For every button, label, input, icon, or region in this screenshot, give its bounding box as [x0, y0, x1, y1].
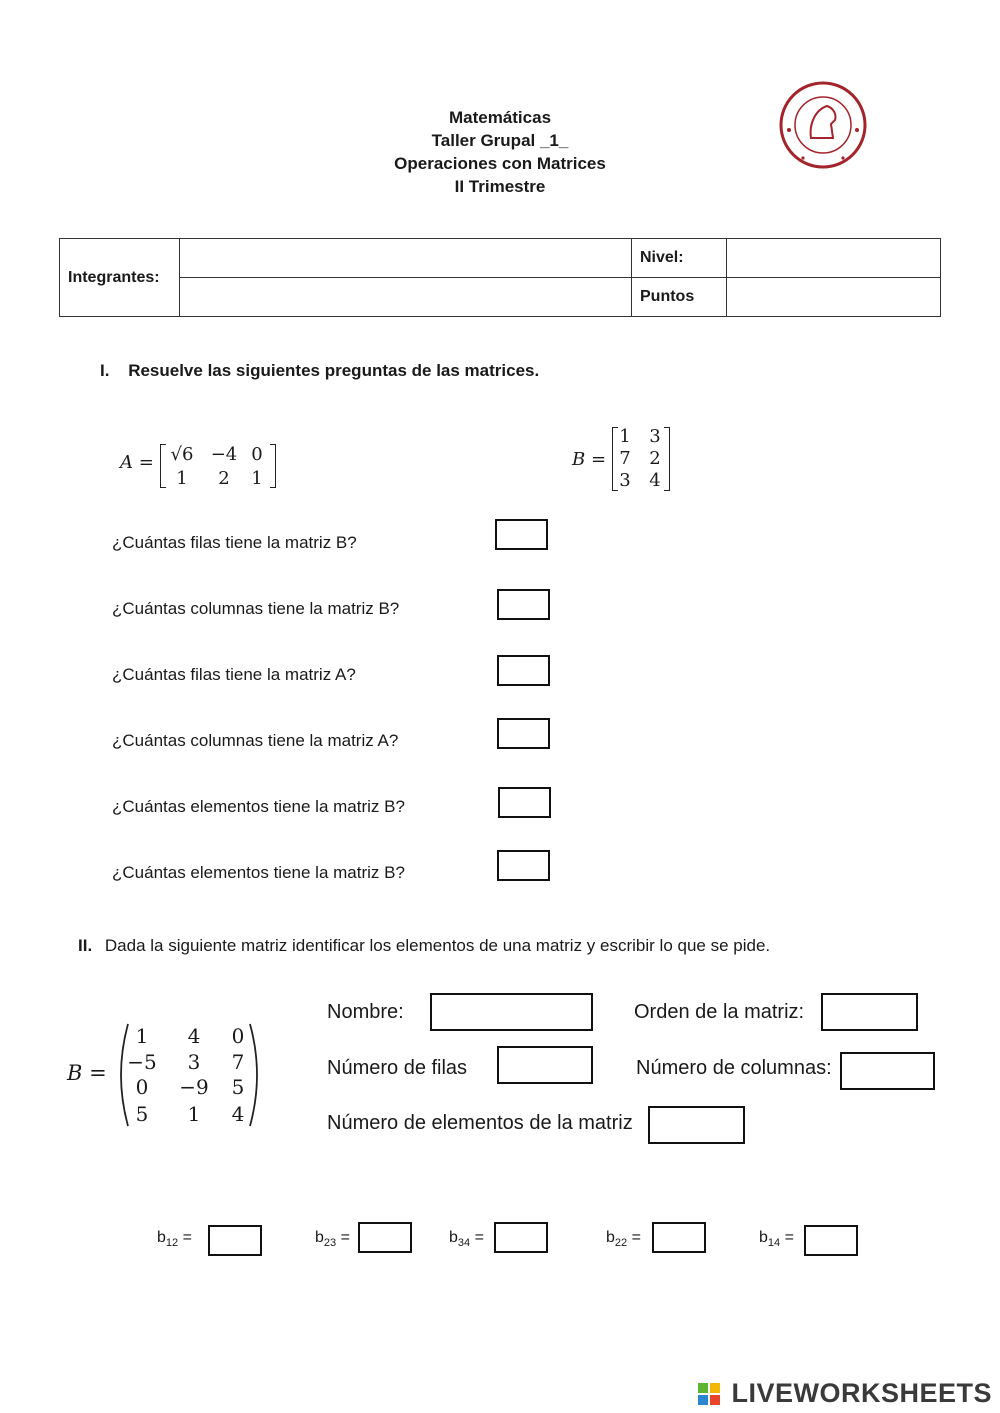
students-info-table: [59, 238, 941, 317]
question-text: ¿Cuántas filas tiene la matriz B?: [112, 533, 357, 552]
matrix-a-cell: 2: [218, 468, 230, 489]
matrix-b2-cell: −5: [127, 1050, 157, 1074]
section-2-heading: [78, 936, 770, 956]
entry-b34-label: $b_{34}$ =: [449, 1229, 484, 1250]
matrix-a-cell: 0: [251, 444, 263, 465]
answer-box[interactable]: [495, 519, 548, 550]
section-1-number: I.: [100, 361, 110, 380]
matrix-a-cell: −4: [210, 444, 238, 465]
matrix-b2-cell: 7: [231, 1050, 245, 1074]
liveworksheets-logo-icon: [697, 1382, 721, 1406]
integrantes-label: Integrantes:: [60, 239, 180, 317]
answer-box[interactable]: [498, 787, 551, 818]
matrix-b-cell: 3: [619, 470, 631, 491]
subject-title: Matemáticas: [448, 108, 552, 127]
matrix-a-cell: √6: [170, 444, 194, 465]
question-text: ¿Cuántas filas tiene la matriz A?: [112, 665, 356, 684]
question-text: ¿Cuántas elementos tiene la matriz B?: [112, 863, 405, 882]
matrix-a-cell: 1: [176, 468, 188, 489]
orden-label: Orden de la matriz:: [634, 1001, 805, 1023]
question-text: ¿Cuántas columnas tiene la matriz A?: [112, 731, 399, 750]
matrix-b2-cell: 1: [187, 1102, 201, 1126]
question-text: ¿Cuántas elementos tiene la matriz B?: [112, 797, 405, 816]
matrix-b: [612, 426, 670, 492]
section-2-number: II.: [78, 936, 93, 955]
matrix-b2-cell: 4: [231, 1102, 245, 1126]
puntos-label: Puntos: [632, 278, 727, 317]
matrix-a-label: A =: [120, 452, 154, 473]
matrix-b-cell: 1: [619, 426, 631, 447]
matrix-b2-cell: 1: [135, 1024, 149, 1048]
liveworksheets-brand[interactable]: LIVEWORKSHEETS: [731, 1378, 992, 1408]
orden-input-box[interactable]: [821, 993, 918, 1031]
nivel-field[interactable]: [727, 239, 941, 278]
answer-box[interactable]: [497, 589, 550, 620]
puntos-field[interactable]: [727, 278, 941, 317]
matrix-b-cell: 3: [649, 426, 661, 447]
entry-b14-box[interactable]: [804, 1225, 858, 1256]
matrix-b2-cell: 5: [135, 1102, 149, 1126]
school-seal-logo: [775, 80, 871, 170]
integrantes-field-1[interactable]: [180, 239, 632, 278]
section-1-title: Resuelve las siguientes preguntas de las matrices.: [128, 361, 540, 380]
filas-input-box[interactable]: [497, 1046, 593, 1084]
elementos-label: Número de elementos de la matriz: [327, 1112, 633, 1134]
matrix-b-label: B =: [572, 449, 607, 470]
matrix-b-cell: 7: [619, 448, 631, 469]
columnas-label: Número de columnas:: [636, 1057, 832, 1079]
workshop-title: Taller Grupal _1_: [431, 131, 569, 150]
answer-box[interactable]: [497, 718, 550, 749]
matrix-b2-cell: 0: [135, 1075, 149, 1099]
entry-b12-box[interactable]: [208, 1225, 262, 1256]
matrix-b2-label: B =: [67, 1061, 107, 1085]
columnas-input-box[interactable]: [840, 1052, 935, 1090]
nombre-label: Nombre:: [327, 1001, 404, 1023]
section-2-title: Dada la siguiente matriz identificar los elementos de una matriz y escribir lo que se pide.: [104, 936, 771, 955]
matrix-b-cell: 4: [649, 470, 661, 491]
entry-b12-label: $b_{12}$ =: [157, 1229, 192, 1250]
question-text: ¿Cuántas columnas tiene la matriz B?: [112, 599, 400, 618]
filas-label: Número de filas: [327, 1057, 468, 1079]
entry-b34-box[interactable]: [494, 1222, 548, 1253]
integrantes-field-2[interactable]: [180, 278, 632, 317]
nivel-label: Nivel:: [632, 239, 727, 278]
matrix-b2-cell: 5: [231, 1075, 245, 1099]
answer-box[interactable]: [497, 850, 550, 881]
entry-b22-box[interactable]: [652, 1222, 706, 1253]
matrix-b2: [122, 1022, 258, 1130]
elementos-input-box[interactable]: [648, 1106, 745, 1144]
term-title: II Trimestre: [454, 177, 546, 196]
matrix-b2-cell: 3: [187, 1050, 201, 1074]
matrix-b2-cell: 0: [231, 1024, 245, 1048]
entry-b22-label: $b_{22}$ =: [606, 1229, 641, 1250]
entry-b23-label: $b_{23}$ =: [315, 1229, 350, 1250]
matrix-b-cell: 2: [649, 448, 661, 469]
entry-b23-box[interactable]: [358, 1222, 412, 1253]
nombre-input-box[interactable]: [430, 993, 593, 1031]
matrix-b2-cell: −9: [179, 1075, 209, 1099]
answer-box[interactable]: [497, 655, 550, 686]
matrix-b2-cell: 4: [187, 1024, 201, 1048]
entry-b14-label: $b_{14}$ =: [759, 1229, 794, 1250]
section-1-heading: [100, 361, 539, 381]
matrix-a: [160, 442, 276, 490]
topic-title: Operaciones con Matrices: [394, 154, 606, 173]
matrix-a-cell: 1: [251, 468, 263, 489]
